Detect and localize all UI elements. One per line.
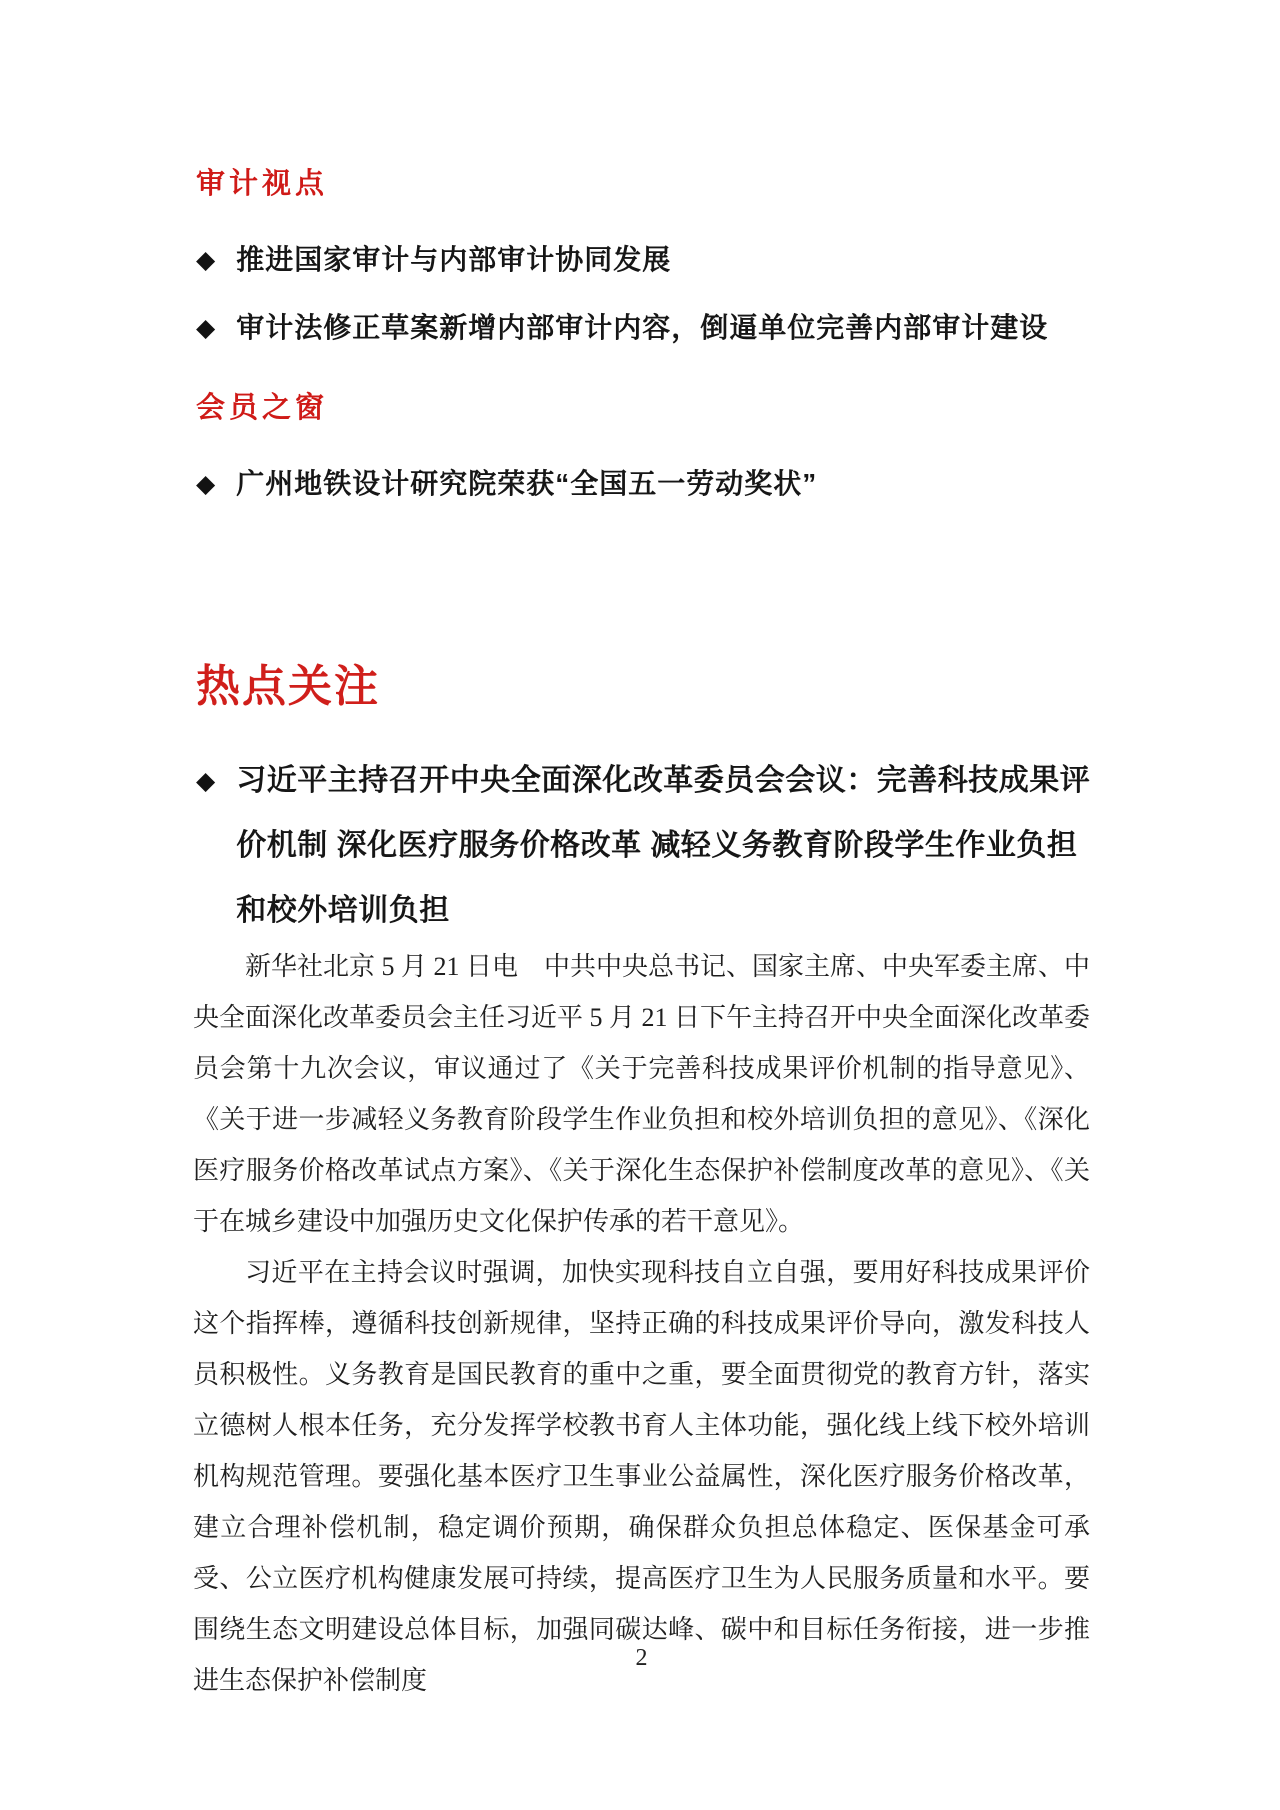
- diamond-bullet-icon: ◆: [196, 313, 216, 342]
- list-item: [196, 243, 671, 276]
- article-paragraph: 新华社北京 5 月 21 日电 中共中央总书记、国家主席、中央军委主席、中央全面深化改革委员会主任习近平 5 月 21 日下午主持召开中央全面深化改革委员会第十九次会议，审议通过了《关于完善科技成果评价机制的指导意见》、《关于进一步减轻义务教育阶段学生作业负担和校外培训负担的意见》、《深化医疗服务价格改革试点方案》、《关于深化生态保护补偿制度改革的意见》、《关于在城乡建设中加强历史文化保护传承的若干意见》。: [193, 952, 1091, 1236]
- article-paragraph: 习近平在主持会议时强调，加快实现科技自立自强，要用好科技成果评价这个指挥棒，遵循科技创新规律，坚持正确的科技成果评价导向，激发科技人员积极性。义务教育是国民教育的重中之重，要全面贯彻党的教育方针，落实立德树人根本任务，充分发挥学校教书育人主体功能，强化线上线下校外培训机构规范管理。要强化基本医疗卫生事业公益属性，深化医疗服务价格改革，建立合理补偿机制，稳定调价预期，确保群众负担总体稳定、医保基金可承受、公立医疗机构健康发展可持续，提高医疗卫生为人民服务质量和水平。要围绕生态文明建设总体目标，加强同碳达峰、碳中和目标任务衔接，进一步推进生态保护补偿制度: [193, 1258, 1090, 1695]
- list-item-text: 推进国家审计与内部审计协同发展: [236, 244, 672, 275]
- headline-item: [196, 748, 1101, 943]
- section-heading-hot-topics: 热点关注: [196, 662, 380, 711]
- list-item: [196, 311, 1048, 344]
- headline-line: 价机制 深化医疗服务价格改革 减轻义务教育阶段学生作业负担: [236, 829, 1078, 862]
- diamond-bullet-icon: ◆: [196, 469, 216, 498]
- list-item-text: 审计法修正草案新增内部审计内容，倒逼单位完善内部审计建设: [236, 312, 1049, 343]
- diamond-bullet-icon: ◆: [196, 245, 216, 274]
- headline-text: [236, 748, 1090, 943]
- diamond-bullet-icon: ◆: [196, 766, 216, 795]
- headline-line: 习近平主持召开中央全面深化改革委员会会议：完善科技成果评: [236, 764, 1091, 797]
- headline-line: 和校外培训负担: [236, 894, 450, 927]
- section-heading-audit-view: 审计视点: [196, 168, 329, 200]
- list-item-text: 广州地铁设计研究院荣获“全国五一劳动奖状”: [236, 468, 818, 499]
- section-heading-member-window: 会员之窗: [196, 392, 329, 424]
- list-item: [196, 467, 817, 500]
- article-body: [193, 941, 1090, 1706]
- page-number: 2: [635, 1645, 648, 1671]
